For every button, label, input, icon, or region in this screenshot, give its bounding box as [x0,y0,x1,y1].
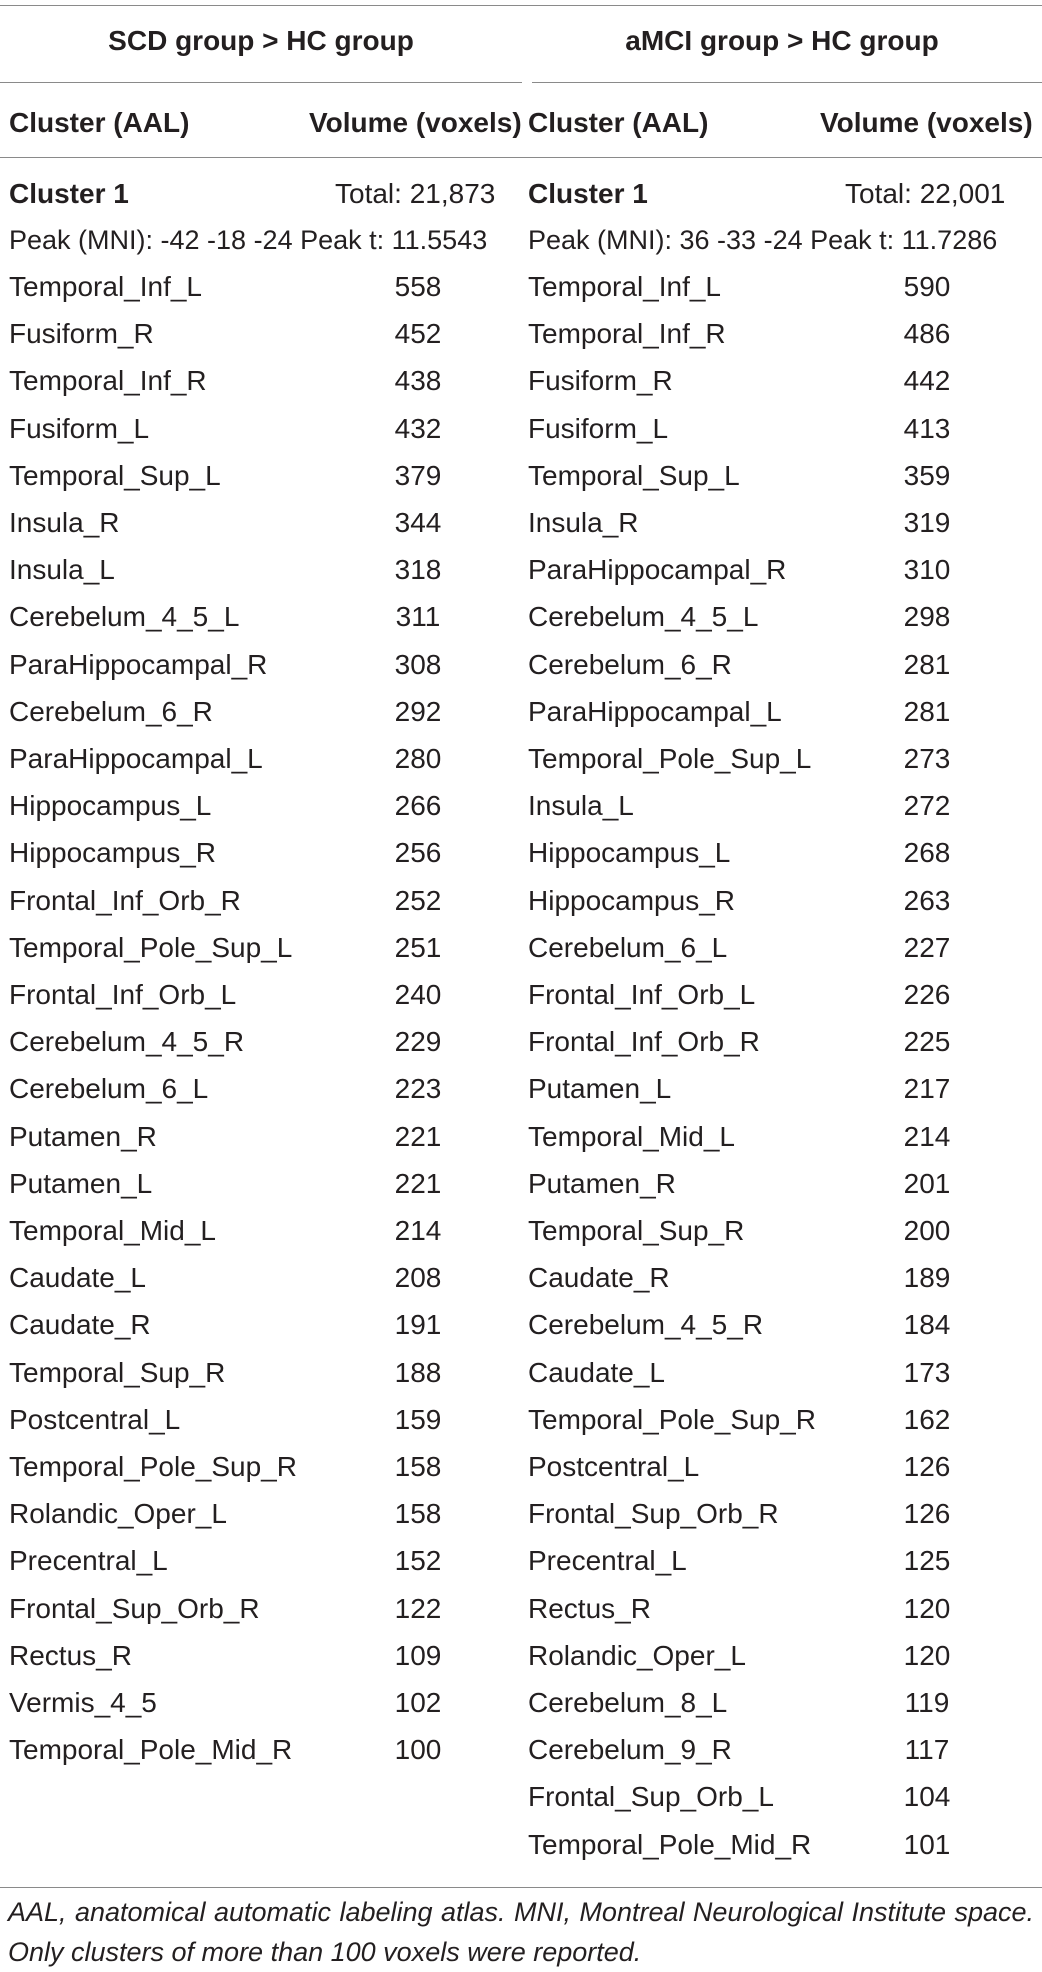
region-volume-scd: 558 [394,271,442,302]
region-volume-scd: 292 [394,696,442,727]
cluster-total-scd: Total: 21,873 [335,178,496,209]
region-name-scd: Temporal_Sup_L [9,460,221,491]
region-name-amci: Hippocampus_L [528,837,731,868]
cluster-label-amci-wrap [528,177,648,211]
region-name-amci: Cerebelum_6_R [528,649,732,680]
region-name-amci: Precentral_L [528,1545,687,1576]
region-volume-amci: 413 [903,413,951,444]
region-volume-scd: 308 [394,649,442,680]
region-name-amci: Caudate_L [528,1357,666,1388]
region-name-amci: Rectus_R [528,1593,651,1624]
region-name-amci: Temporal_Sup_R [528,1215,745,1246]
region-name-scd: Frontal_Inf_Orb_L [9,979,237,1010]
region-volume-scd: 191 [394,1309,442,1340]
col-header-cluster-scd: Cluster (AAL) [9,107,190,138]
cluster-label-scd: Cluster 1 [9,178,129,209]
region-volume-amci: 486 [903,318,951,349]
region-volume-scd: 223 [394,1073,442,1104]
region-volume-amci: 201 [903,1168,951,1199]
region-volume-amci: 184 [903,1309,951,1340]
group-rule-scd [0,82,522,83]
region-volume-amci: 442 [903,365,951,396]
region-name-amci: Temporal_Inf_L [528,271,722,302]
region-volume-scd: 229 [394,1026,442,1057]
region-name-amci: Postcentral_L [528,1451,700,1482]
region-volume-amci: 359 [903,460,951,491]
region-name-scd: Rectus_R [9,1640,132,1671]
region-name-scd: Fusiform_L [9,413,150,444]
region-volume-scd: 379 [394,460,442,491]
region-name-amci: Insula_R [528,507,639,538]
region-volume-scd: 122 [394,1593,442,1624]
region-volume-amci: 319 [903,507,951,538]
region-name-scd: Rolandic_Oper_L [9,1498,227,1529]
region-volume-amci: 125 [903,1545,951,1576]
region-name-scd: ParaHippocampal_L [9,743,263,774]
region-name-amci: Putamen_R [528,1168,676,1199]
region-volume-scd: 109 [394,1640,442,1671]
region-name-scd: Insula_R [9,507,120,538]
region-volume-amci: 263 [903,885,951,916]
group-title-amci: aMCI group > HC group [625,25,939,56]
col-header-volume-scd: Volume (voxels) [309,107,522,138]
region-name-scd: Frontal_Sup_Orb_R [9,1593,260,1624]
region-volume-scd: 280 [394,743,442,774]
region-name-scd: Cerebelum_6_R [9,696,213,727]
region-volume-scd: 252 [394,885,442,916]
region-name-scd: Postcentral_L [9,1404,181,1435]
region-name-amci: Caudate_R [528,1262,670,1293]
region-name-scd: Fusiform_R [9,318,154,349]
region-volume-scd: 188 [394,1357,442,1388]
region-volume-amci: 173 [903,1357,951,1388]
region-name-scd: Hippocampus_L [9,790,212,821]
region-name-scd: Temporal_Inf_R [9,365,207,396]
region-name-amci: Temporal_Pole_Sup_R [528,1404,816,1435]
region-name-scd: Frontal_Inf_Orb_R [9,885,241,916]
region-name-amci: Temporal_Pole_Sup_L [528,743,812,774]
region-name-amci: Temporal_Sup_L [528,460,740,491]
bottom-rule [0,1887,1042,1888]
region-volume-amci: 162 [903,1404,951,1435]
region-volume-amci: 126 [903,1498,951,1529]
region-name-scd: ParaHippocampal_R [9,649,268,680]
region-name-amci: Frontal_Sup_Orb_L [528,1781,774,1812]
peak-info-scd: Peak (MNI): -42 -18 -24 Peak t: 11.5543 [9,225,488,255]
region-name-scd: Precentral_L [9,1545,168,1576]
peak-info-amci: Peak (MNI): 36 -33 -24 Peak t: 11.7286 [528,225,998,255]
region-name-scd: Cerebelum_4_5_L [9,601,240,632]
region-volume-amci: 101 [903,1829,951,1860]
region-name-scd: Temporal_Pole_Sup_L [9,932,293,963]
region-name-amci: ParaHippocampal_R [528,554,787,585]
region-volume-scd: 251 [394,932,442,963]
region-volume-scd: 344 [394,507,442,538]
region-name-scd: Temporal_Pole_Sup_R [9,1451,297,1482]
group-rule-amci [532,82,1042,83]
region-name-amci: Cerebelum_9_R [528,1734,732,1765]
region-name-amci: Fusiform_L [528,413,669,444]
header-rule [0,157,1042,158]
region-volume-amci: 590 [903,271,951,302]
region-volume-scd: 158 [394,1498,442,1529]
region-name-amci: Temporal_Pole_Mid_R [528,1829,812,1860]
region-name-scd: Temporal_Mid_L [9,1215,216,1246]
region-volume-scd: 452 [394,318,442,349]
region-name-amci: Frontal_Inf_Orb_R [528,1026,760,1057]
region-volume-scd: 100 [394,1734,442,1765]
cluster-label-amci: Cluster 1 [528,178,648,209]
region-volume-amci: 298 [903,601,951,632]
region-volume-amci: 189 [903,1262,951,1293]
region-volume-scd: 208 [394,1262,442,1293]
region-volume-scd: 221 [394,1121,442,1152]
region-volume-scd: 102 [394,1687,442,1718]
col-header-cluster-amci: Cluster (AAL) [528,107,709,138]
region-volume-amci: 272 [903,790,951,821]
col-header-volume-amci: Volume (voxels) [820,107,1033,138]
region-volume-amci: 281 [903,649,951,680]
region-name-amci: Frontal_Sup_Orb_R [528,1498,779,1529]
region-name-scd: Putamen_L [9,1168,153,1199]
region-volume-scd: 152 [394,1545,442,1576]
region-volume-amci: 273 [903,743,951,774]
region-name-amci: Frontal_Inf_Orb_L [528,979,756,1010]
region-volume-scd: 438 [394,365,442,396]
region-name-scd: Temporal_Pole_Mid_R [9,1734,293,1765]
region-volume-amci: 217 [903,1073,951,1104]
region-name-scd: Caudate_L [9,1262,147,1293]
region-name-scd: Cerebelum_4_5_R [9,1026,245,1057]
region-volume-amci: 226 [903,979,951,1010]
region-volume-amci: 126 [903,1451,951,1482]
region-volume-amci: 214 [903,1121,951,1152]
top-rule [0,5,1042,6]
region-volume-amci: 117 [904,1734,950,1765]
region-name-scd: Caudate_R [9,1309,151,1340]
region-volume-amci: 120 [903,1593,951,1624]
region-name-amci: Insula_L [528,790,634,821]
region-volume-amci: 119 [904,1687,950,1718]
region-name-amci: ParaHippocampal_L [528,696,782,727]
region-name-amci: Cerebelum_4_5_L [528,601,759,632]
region-name-scd: Putamen_R [9,1121,157,1152]
region-name-amci: Cerebelum_8_L [528,1687,728,1718]
region-volume-scd: 158 [394,1451,442,1482]
region-name-scd: Temporal_Sup_R [9,1357,226,1388]
region-name-amci: Temporal_Mid_L [528,1121,735,1152]
footnote: AAL, anatomical automatic labeling atlas. MNI, Montreal Neurological Institute space. Only clusters of more than 100 voxels were reported. [8,1897,1034,1967]
region-volume-amci: 104 [903,1781,951,1812]
region-volume-scd: 311 [395,601,441,632]
group-title-scd: SCD group > HC group [108,25,414,56]
region-volume-amci: 268 [903,837,951,868]
region-name-scd: Temporal_Inf_L [9,271,203,302]
region-volume-amci: 120 [903,1640,951,1671]
region-name-amci: Temporal_Inf_R [528,318,726,349]
region-name-scd: Insula_L [9,554,115,585]
region-name-amci: Rolandic_Oper_L [528,1640,746,1671]
region-name-amci: Putamen_L [528,1073,672,1104]
region-name-amci: Hippocampus_R [528,885,735,916]
region-name-scd: Hippocampus_R [9,837,216,868]
region-volume-amci: 200 [903,1215,951,1246]
region-volume-amci: 227 [903,932,951,963]
region-name-amci: Cerebelum_6_L [528,932,728,963]
region-volume-scd: 318 [394,554,442,585]
cluster-total-amci: Total: 22,001 [845,178,1006,209]
region-volume-scd: 159 [394,1404,442,1435]
region-name-amci: Fusiform_R [528,365,673,396]
region-volume-scd: 221 [394,1168,442,1199]
region-volume-scd: 240 [394,979,442,1010]
region-volume-scd: 214 [394,1215,442,1246]
region-name-scd: Cerebelum_6_L [9,1073,209,1104]
region-volume-amci: 225 [903,1026,951,1057]
region-name-scd: Vermis_4_5 [9,1687,157,1718]
region-volume-scd: 256 [394,837,442,868]
region-volume-scd: 432 [394,413,442,444]
region-volume-amci: 310 [903,554,951,585]
region-name-amci: Cerebelum_4_5_R [528,1309,764,1340]
region-volume-amci: 281 [903,696,951,727]
region-volume-scd: 266 [394,790,442,821]
